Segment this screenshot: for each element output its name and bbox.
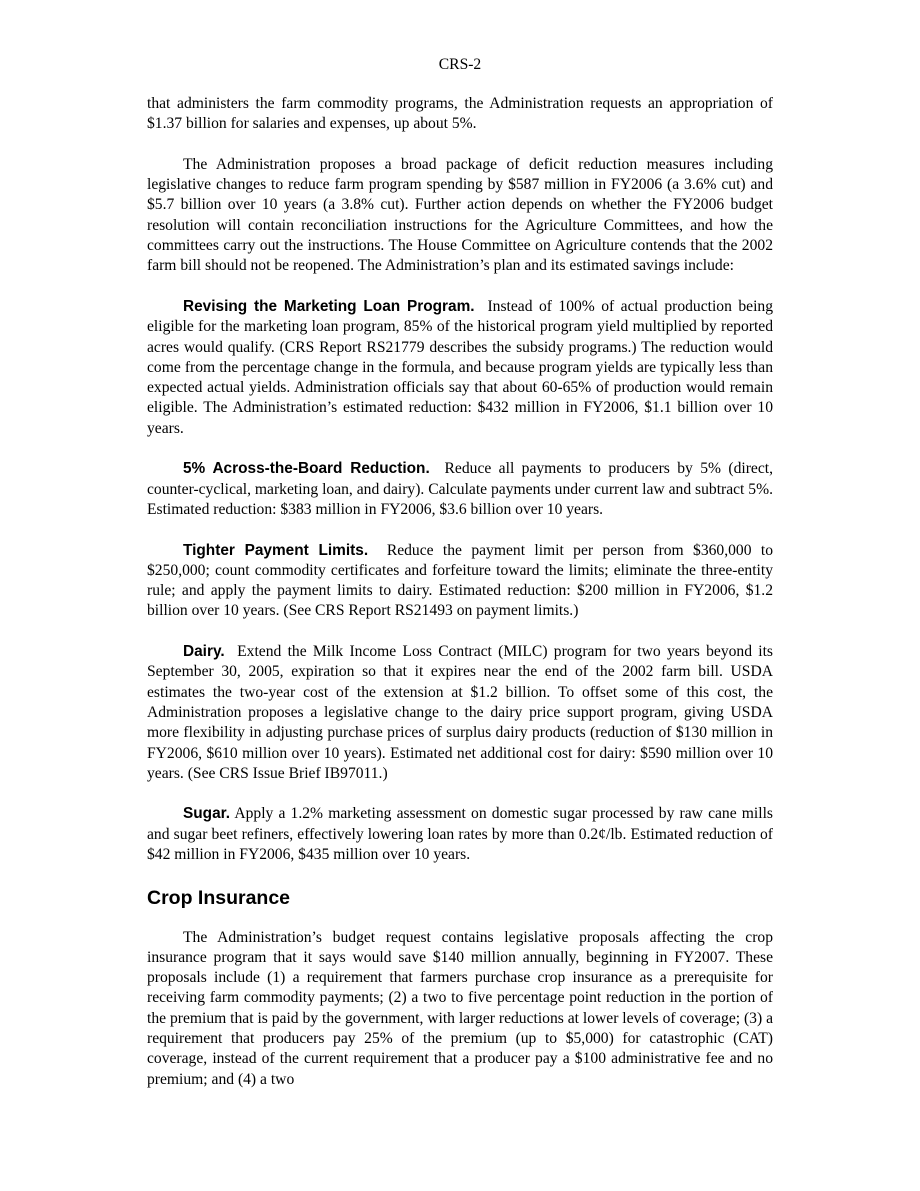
proposal-heading-marketing-loan: Revising the Marketing Loan Program. (183, 297, 475, 315)
body-paragraph-deficit-reduction: The Administration proposes a broad package of deficit reduction measures including legislative changes to reduce farm program spending by $587 million in FY2006 (a 3.6% cut) and $5.7 billion over 10 years (a 3.8% cut). Further action depends on whether the FY2006 budget resolution will contain reconciliation instructions for the Agriculture Committees, and how the committees carry out the instructions. The House Committee on Agriculture contends that the 2002 farm bill should not be reopened. The Administration’s plan and its estimated savings include: (147, 155, 773, 275)
proposal-heading-dairy: Dairy. (183, 643, 225, 661)
proposal-heading-sugar: Sugar. (183, 805, 231, 823)
proposal-text-across-the-board: Reduce all payments to producers by 5% (direct, counter-cyclical, marketing loan, and dairy). Calculate payments under current law and subtract 5%. Estimated reduction: $383 million in FY2006, $3.6 billion over 10 years. (147, 460, 774, 518)
proposal-text-dairy: Extend the Milk Income Loss Contract (MILC) program for two years beyond its September 30, 2005, expiration so that it expires near the end of the 2002 farm bill. USDA estimates the two-year cost of the extension at $1.2 billion. To offset some of this cost, the Administration proposes a legislative change to the dairy price support program, giving USDA more flexibility in adjusting purchase prices of surplus dairy products (reduction of $130 million in FY2006, $610 million over 10 years). Estimated net additional cost for dairy: $590 million over 10 years. (See CRS Issue Brief IB97011.) (147, 643, 773, 782)
proposal-text-marketing-loan: Instead of 100% of actual production being eligible for the marketing loan program, 85% of the historical program yield multiplied by reported acres would qualify. (CRS Report RS21779 describes the subsidy programs.) The reduction would come from the percentage change in the formula, and because program yields are typically less than expected actual yields. Administration officials say that about 60-65% of production would remain eligible. The Administration’s estimated reduction: $432 million in FY2006, $1.1 billion over 10 years. (147, 297, 773, 437)
proposal-text-sugar: Apply a 1.2% marketing assessment on domestic sugar processed by raw cane mills and sugar beet refiners, effectively lowering loan rates by more than 0.2¢/lb. Estimated reduction of $42 million in FY2006, $435 million over 10 years. (147, 805, 773, 863)
body-paragraph-continued: that administers the farm commodity programs, the Administration requests an appropriation of $1.37 billion for salaries and expenses, up about 5%. (147, 95, 773, 133)
proposal-text-payment-limits: Reduce the payment limit per person from $360,000 to $250,000; count commodity certificates and forfeiture toward the limits; eliminate the three-entity rule; and apply the payment limits to dairy. Estimated reduction: $200 million in FY2006, $1.2 billion over 10 years. (See CRS Report RS21493 on payment limits.) (147, 541, 774, 620)
proposal-dairy (147, 642, 773, 784)
section-heading-crop-insurance: Crop Insurance (147, 886, 291, 909)
proposal-across-the-board (147, 459, 773, 520)
proposal-marketing-loan (147, 297, 773, 439)
proposal-sugar (147, 804, 773, 865)
document-page (147, 55, 773, 1090)
body-paragraph-crop-insurance: The Administration’s budget request contains legislative proposals affecting the crop insurance program that it says would save $140 million annually, beginning in FY2007. These proposals include (1) a requirement that farmers purchase crop insurance as a prerequisite for receiving farm commodity payments; (2) a two to five percentage point reduction in the portion of the premium that is paid by the government, with larger reductions at lower levels of coverage; (3) a requirement that producers pay 25% of the premium (up to $5,000) for catastrophic (CAT) coverage, instead of the current requirement that a producer pay a $100 administrative fee and no premium; and (4) a two (147, 928, 773, 1088)
proposal-payment-limits (147, 541, 773, 622)
proposal-heading-payment-limits: Tighter Payment Limits. (183, 541, 369, 559)
page-number: CRS-2 (438, 56, 482, 73)
proposal-heading-across-the-board: 5% Across-the-Board Reduction. (183, 460, 430, 478)
